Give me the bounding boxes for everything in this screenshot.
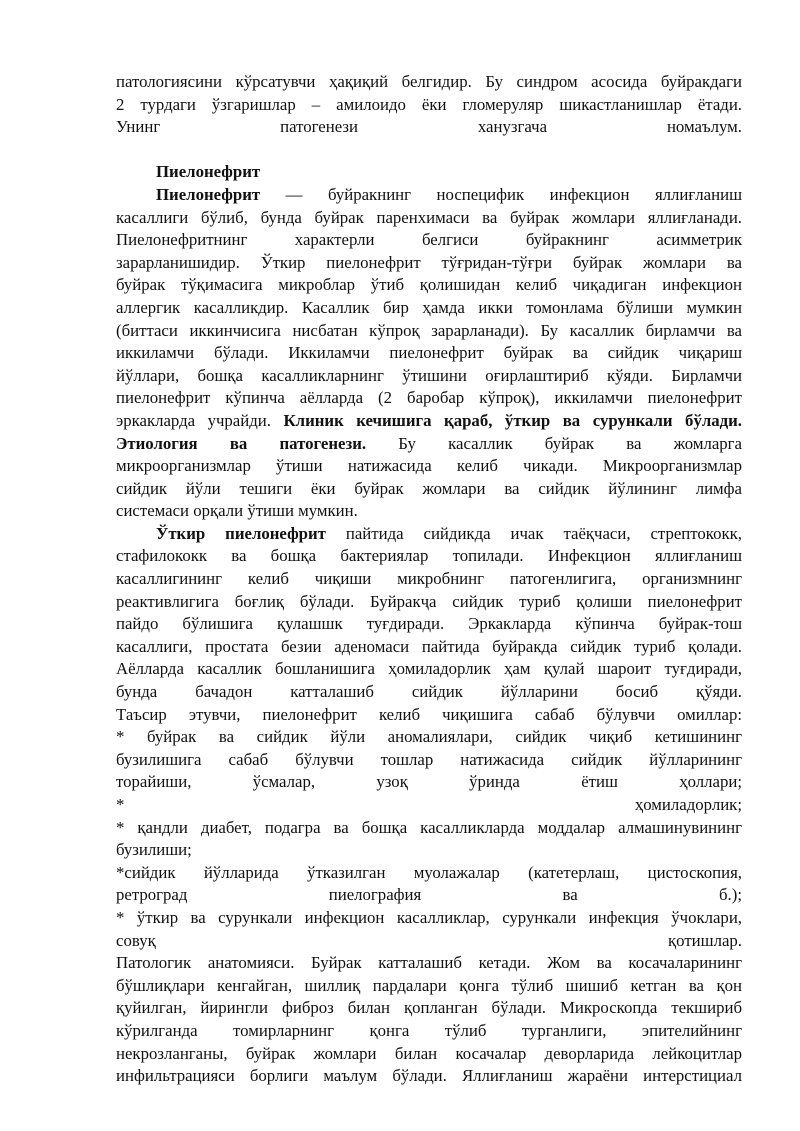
text-line: Аёлларда касаллик бошланишига ҳомиладорлик ҳам қулай шароит туғдиради, (116, 659, 742, 679)
text-line: кўрилганда томирларнинг қонга тўлиб турганлиги, эпителийнинг (116, 1020, 742, 1040)
text-line: системаси орқали ўтиши мумкин. (116, 501, 358, 521)
list-item-line: бузилишига сабаб бўлувчи тошлар натижасида сийдик йўлларининг (116, 749, 742, 769)
text-line: касаллиги, простата безии аденомаси пайтида буйракда сийдик туриб қолади. (116, 636, 742, 656)
text-line: микроорганизмлар ўтиши натижасида келиб чикади. Микроорганизмлар (116, 456, 742, 476)
text-line: касаллиги бўлиб, бунда буйрак паренхимаси ва буйрак жомлари яллиғланади. (116, 207, 742, 227)
bold-text: Клиник кечишига қараб, ўткир ва сурункали бўлади. (283, 410, 743, 430)
text-line (116, 410, 742, 433)
text-line: буйрак тўқимасига микроблар ўтиб қолишидан келиб чиқадиган инфекцион (116, 275, 742, 295)
list-item-line: бузилиши; (116, 840, 192, 860)
text-line: аллергик касалликдир. Касаллик бир ҳамда икки томонлама бўлиши мумкин (116, 297, 742, 317)
text-line (116, 433, 742, 456)
text-line: Унинг патогенези ханузгача номаълум. (116, 117, 742, 137)
text-line: пиелонефрит кўпинча аёлларда (2 баробар кўпроқ), иккиламчи пиелонефрит (116, 388, 742, 408)
list-item-line: торайиши, ўсмалар, узоқ ўринда ётиш ҳоллари; (116, 772, 742, 792)
text-run: пайтида сийдикда ичак таёқчаси, стрептококк, (325, 523, 742, 543)
text-line: некрозланганы, буйрак жомлари билан косачалар деворларида лейкоцитлар (116, 1043, 742, 1063)
text-line: Патологик анатомияси. Буйрак катталашиб кетади. Жом ва косачаларининг (116, 953, 742, 973)
text-line: йўллари, бошқа касалликларнинг ўтишини оғирлаштириб кўяди. Бирламчи (116, 365, 742, 385)
list-item-line: *сийдик йўлларида ўтказилган муолажалар (катетерлаш, цистоскопия, (116, 862, 742, 882)
list-item-line: ретроград пиелография ва б.); (116, 885, 742, 905)
text-line: инфильтрацияси борлиги маълум бўлади. Яллиғланиш жараёни интерстициал (116, 1066, 742, 1086)
text-line: (биттаси иккинчисига нисбатан кўпроқ зарарланади). Бу касаллик бирламчи ва (116, 320, 742, 340)
text-line: иккиламчи бўлади. Иккиламчи пиелонефрит буйрак ва сийдик чиқариш (116, 343, 742, 363)
paragraph-first-line (116, 184, 742, 207)
text-run: Бу касаллик буйрак ва жомларга (366, 433, 743, 453)
list-item-line: * ҳомиладорлик; (116, 795, 742, 814)
text-line: Пиелонефритнинг характерли белгиси буйракнинг асимметрик (116, 230, 742, 250)
bold-subheading: Этиология ва патогенези. (116, 433, 367, 453)
list-item-line: * буйрак ва сийдик йўли аномалиялари, сийдик чиқиб кетишининг (116, 727, 742, 747)
text-line: стафилококк ва бошқа бактериялар топилади. Инфекцион яллиғланиш (116, 546, 742, 566)
text-line: бўшлиқлари кенгайган, шиллиқ пардалари қонга тўлиб шишиб кетган ва қон (116, 975, 742, 995)
document-page (116, 71, 742, 1088)
paragraph-first-line (116, 523, 742, 546)
text-line: зарарланишидир. Ўткир пиелонефрит тўғридан-тўғри буйрак жомлари ва (116, 252, 742, 272)
text-line: касаллигининг келиб чиқиши микробнинг патогенлигига, организмнинг (116, 569, 742, 589)
list-item-line: * қандли диабет, подагра ва бошқа касалликларда моддалар алмашинувининг (116, 817, 742, 837)
text-line: пайдо бўлишига қулашшк туғдиради. Эркакларда кўпинча буйрак-тош (116, 614, 742, 634)
bold-term: Пиелонефрит (156, 184, 261, 204)
text-run: — буйракнинг носпецифик инфекцион яллиғланиш (260, 184, 742, 204)
text-line: бунда бачадон катталашиб сийдик йўлларини босиб қўяди. (116, 682, 742, 702)
section-heading: Пиелонефрит (156, 162, 261, 182)
text-run: эркакларда учрайди. (116, 410, 284, 430)
text-line: 2 турдаги ўзгаришлар – амилоидо ёки гломеруляр шикастланишлар ётади. (116, 94, 742, 114)
text-line: сийдик йўли тешиги ёки буйрак жомлари ва сийдик йўлининг лимфа (116, 478, 742, 498)
list-item-line: совуқ қотишлар. (116, 930, 742, 950)
text-line: патологиясини кўрсатувчи ҳақиқий белгидир. Бу синдром асосида буйракдаги (116, 72, 742, 91)
text-line: қуйилган, йирингли фиброз билан қопланган бўлади. Микроскопда текшириб (116, 998, 742, 1018)
text-line: реактивлигига боғлиқ бўлади. Буйракҷа сийдик туриб қолиши пиелонефрит (116, 591, 742, 611)
text-line: Таъсир этувчи, пиелонефрит келиб чиқишига сабаб бўлувчи омиллар: (116, 704, 742, 724)
list-item-line: * ўткир ва сурункали инфекцион касалликлар, сурункали инфекция ўчоклари, (116, 907, 742, 927)
bold-term: Ўткир пиелонефрит (156, 523, 326, 543)
